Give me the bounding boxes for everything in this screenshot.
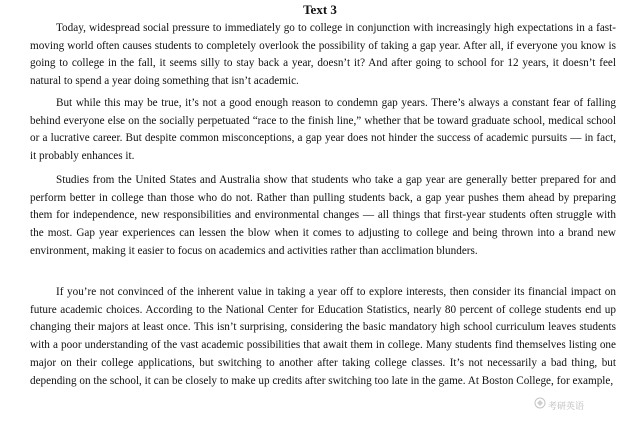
watermark-logo-icon [534, 397, 546, 409]
paragraph-1: Today, widespread social pressure to immediately go to college in conjunction with increasingly high expectations in a fast-moving world often causes students to completely overlook the possibility of taking a gap year. After all, if everyone you know is going to college in the fall, it seems silly to stay back a year, doesn’t it? And after going to school for 12 years, it doesn’t feel natural to spend a year doing something that isn’t academic. [30, 22, 616, 88]
page-title: Text 3 [303, 2, 337, 17]
watermark-text: 考研英语 [548, 402, 585, 412]
paragraph-2: But while this may be true, it’s not a good enough reason to condemn gap years. There’s always a constant fear of falling behind everyone else on the socially perpetuated “race to the finish line,” whether that be toward graduate school, medical school or a lucrative career. But despite common misconceptions, a gap year does not hinder the success of academic pursuits — in fact, it probably enhances it. [30, 97, 616, 163]
paragraph-4: If you’re not convinced of the inherent value in taking a year off to explore interests, then consider its financial impact on future academic choices. According to the National Center for Education Statistics, nearly 80 percent of college students end up changing their majors at least once. This isn’t surprising, considering the basic mandatory high school curriculum leaves students with a poor understanding of the vast academic possibilities that await them in college. Many students find themselves listing one major on their college applications, but switching to another after taking college classes. It’s not necessarily a bad thing, but depending on the school, it can be closely to make up credits after switching too late in the game. At Boston College, for example, [30, 286, 616, 387]
paragraph-3: Studies from the United States and Australia show that students who take a gap year are generally better prepared for and perform better in college than those who do not. Rather than pulling students back, a gap year pushes them ahead by preparing them for independence, new responsibilities and environmental changes — all things that first-year students often struggle with the most. Gap year experiences can lessen the blow when it comes to adjusting to college and being thrown into a brand new environment, making it easier to focus on academics and activities rather than acclimation blunders. [30, 174, 616, 257]
